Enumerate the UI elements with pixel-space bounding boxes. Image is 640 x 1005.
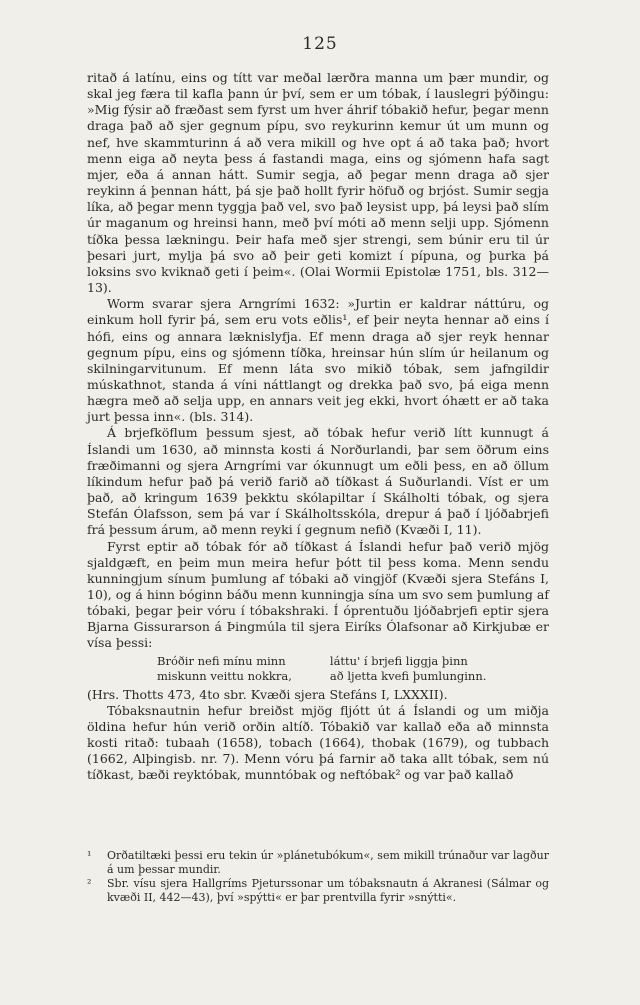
paragraph: Fyrst eptir að tóbak fór að tíðkast á Íslandi hefur það verið mjög sjaldgæft, en þeim mun meira hefur þótt til þess koma. Menn sendu kunningjum sínum þumlung af tóbaki að vingjöf (Kvæði sjera Stefáns I, 10), og á hinn bóginn báðu menn kunningja sína um svo sem þumlung af tóbaki, þegar þeir vóru í tóbakshraki. Í óprentuðu ljóðabrjefi eptir sjera Bjarna Gissurarson á Þingmúla til sjera Eiríks Ólafsonar að Kirkjubæ er vísa þessi: (87, 538, 549, 651)
verse-line: Bróðir nefi mínu minn (157, 653, 286, 668)
footnote-text: Sbr. vísu sjera Hallgríms Pjeturssonar um tóbaksnautn á Akranesi (Sálmar og kvæði II, 442—43), því »spýtti« er þar prentvilla fyrir »snýtti«. (107, 877, 549, 904)
body-text (87, 70, 549, 784)
paragraph: ritað á latínu, eins og títt var meðal lærðra manna um þær mundir, og skal jeg færa til kafla þann úr því, sem er um tóbak, í lauslegri þýðingu: »Mig fýsir að fræðast sem fyrst um hver áhrif tóbakið hefur, þegar menn draga það að sjer gegnum pípu, svo reykurinn kemur út um munn og nef, hve skammturinn á að vera mikill og hve opt á að taka það; hvort menn eiga að neyta þess á fastandi maga, eins og sjómenn hafa sagt mjer, eða á annan hátt. Sumir segja, að þegar menn draga að sjer reykinn á þennan hátt, þá sje það hollt fyrir höfuð og brjóst. Sumir segja líka, að þegar menn tyggja það vel, svo það leysist upp, þá leysi það slím úr maganum og hreinsi hann, með því móti að menn selji upp. Sjómenn tíðka þessa lækningu. Þeir hafa með sjer strengi, sem búnir eru til úr þesari jurt, mylja þá svo að þeir geti komizt í pípuna, og þurka þá loksins svo kviknað geti í þeim«. (Olai Wormii Epistolæ 1751, bls. 312—13). (87, 70, 549, 296)
page-number: 125 (302, 34, 338, 54)
verse-line: miskunn veittu nokkra, (157, 669, 292, 684)
verse-right-column (330, 654, 487, 685)
paragraph: Á brjefköflum þessum sjest, að tóbak hefur verið lítt kunnugt á Íslandi um 1630, að minnsta kosti á Norðurlandi, þar sem öðrum eins fræðimanni og sjera Arngrími var ókunnugt um eðli þess, en að öllum líkindum hefur það þá verið farið að tíðkast á Suðurlandi. Víst er um það, að kringum 1639 þekktu skólapiltar í Skálholti tóbak, og sjera Stefán Ólafsson, sem þá var í Skálholtsskóla, drepur á það í ljóðabrjefi frá þessum árum, að menn reyki í gegnum nefið (Kvæði I, 11). (87, 425, 549, 538)
footnote-text: Orðatiltæki þessi eru tekin úr »plánetubókum«, sem mikill trúnaður var lagður á um þessar mundir. (107, 849, 549, 876)
verse-line: láttu' í brjefi liggja þinn (329, 653, 468, 668)
footnote (87, 877, 549, 905)
footnote-mark: ² (87, 877, 92, 890)
verse (157, 654, 549, 685)
footnote (87, 849, 549, 877)
paragraph: Worm svarar sjera Arngrími 1632: »Jurtin er kaldrar náttúru, og einkum holl fyrir þá, sem eru vots eðlis¹, ef þeir neyta hennar að eins í hófi, eins og annara læknislyfja. Ef menn draga að sjer reyk hennar gegnum pípu, eins og sjómenn tíðka, hreinsar hún slím úr heilanum og skilningarvitunum. Ef menn láta svo mikið tóbak, sem jafngildir múskathnot, standa á víni náttlangt og drekka það svo, þá eiga menn hægra með að selja upp, en annars veit jeg ekki, hvort óhætt er að taka jurt þessa inn«. (bls. 314). (87, 296, 549, 425)
verse-left-column (157, 654, 292, 685)
footnote-mark: ¹ (87, 849, 92, 862)
paragraph: Tóbaksnautnin hefur breiðst mjög fljótt út á Íslandi og um miðja öldina hefur hún verið orðin altíð. Tóbakið var kallað eða að minnsta kosti ritað: tubaah (1658), tobach (1664), thobak (1679), og tubbach (1662, Alþingisb. nr. 7). Menn vóru þá farnir að taka allt tóbak, sem nú tíðkast, bæði reyktóbak, munntóbak og neftóbak² og var það kallað (87, 702, 549, 783)
paragraph: (Hrs. Thotts 473, 4to sbr. Kvæði sjera Stefáns I, LXXXII). (87, 686, 448, 702)
footnotes (87, 849, 549, 905)
verse-line: að ljetta kvefi þumlunginn. (329, 669, 487, 684)
